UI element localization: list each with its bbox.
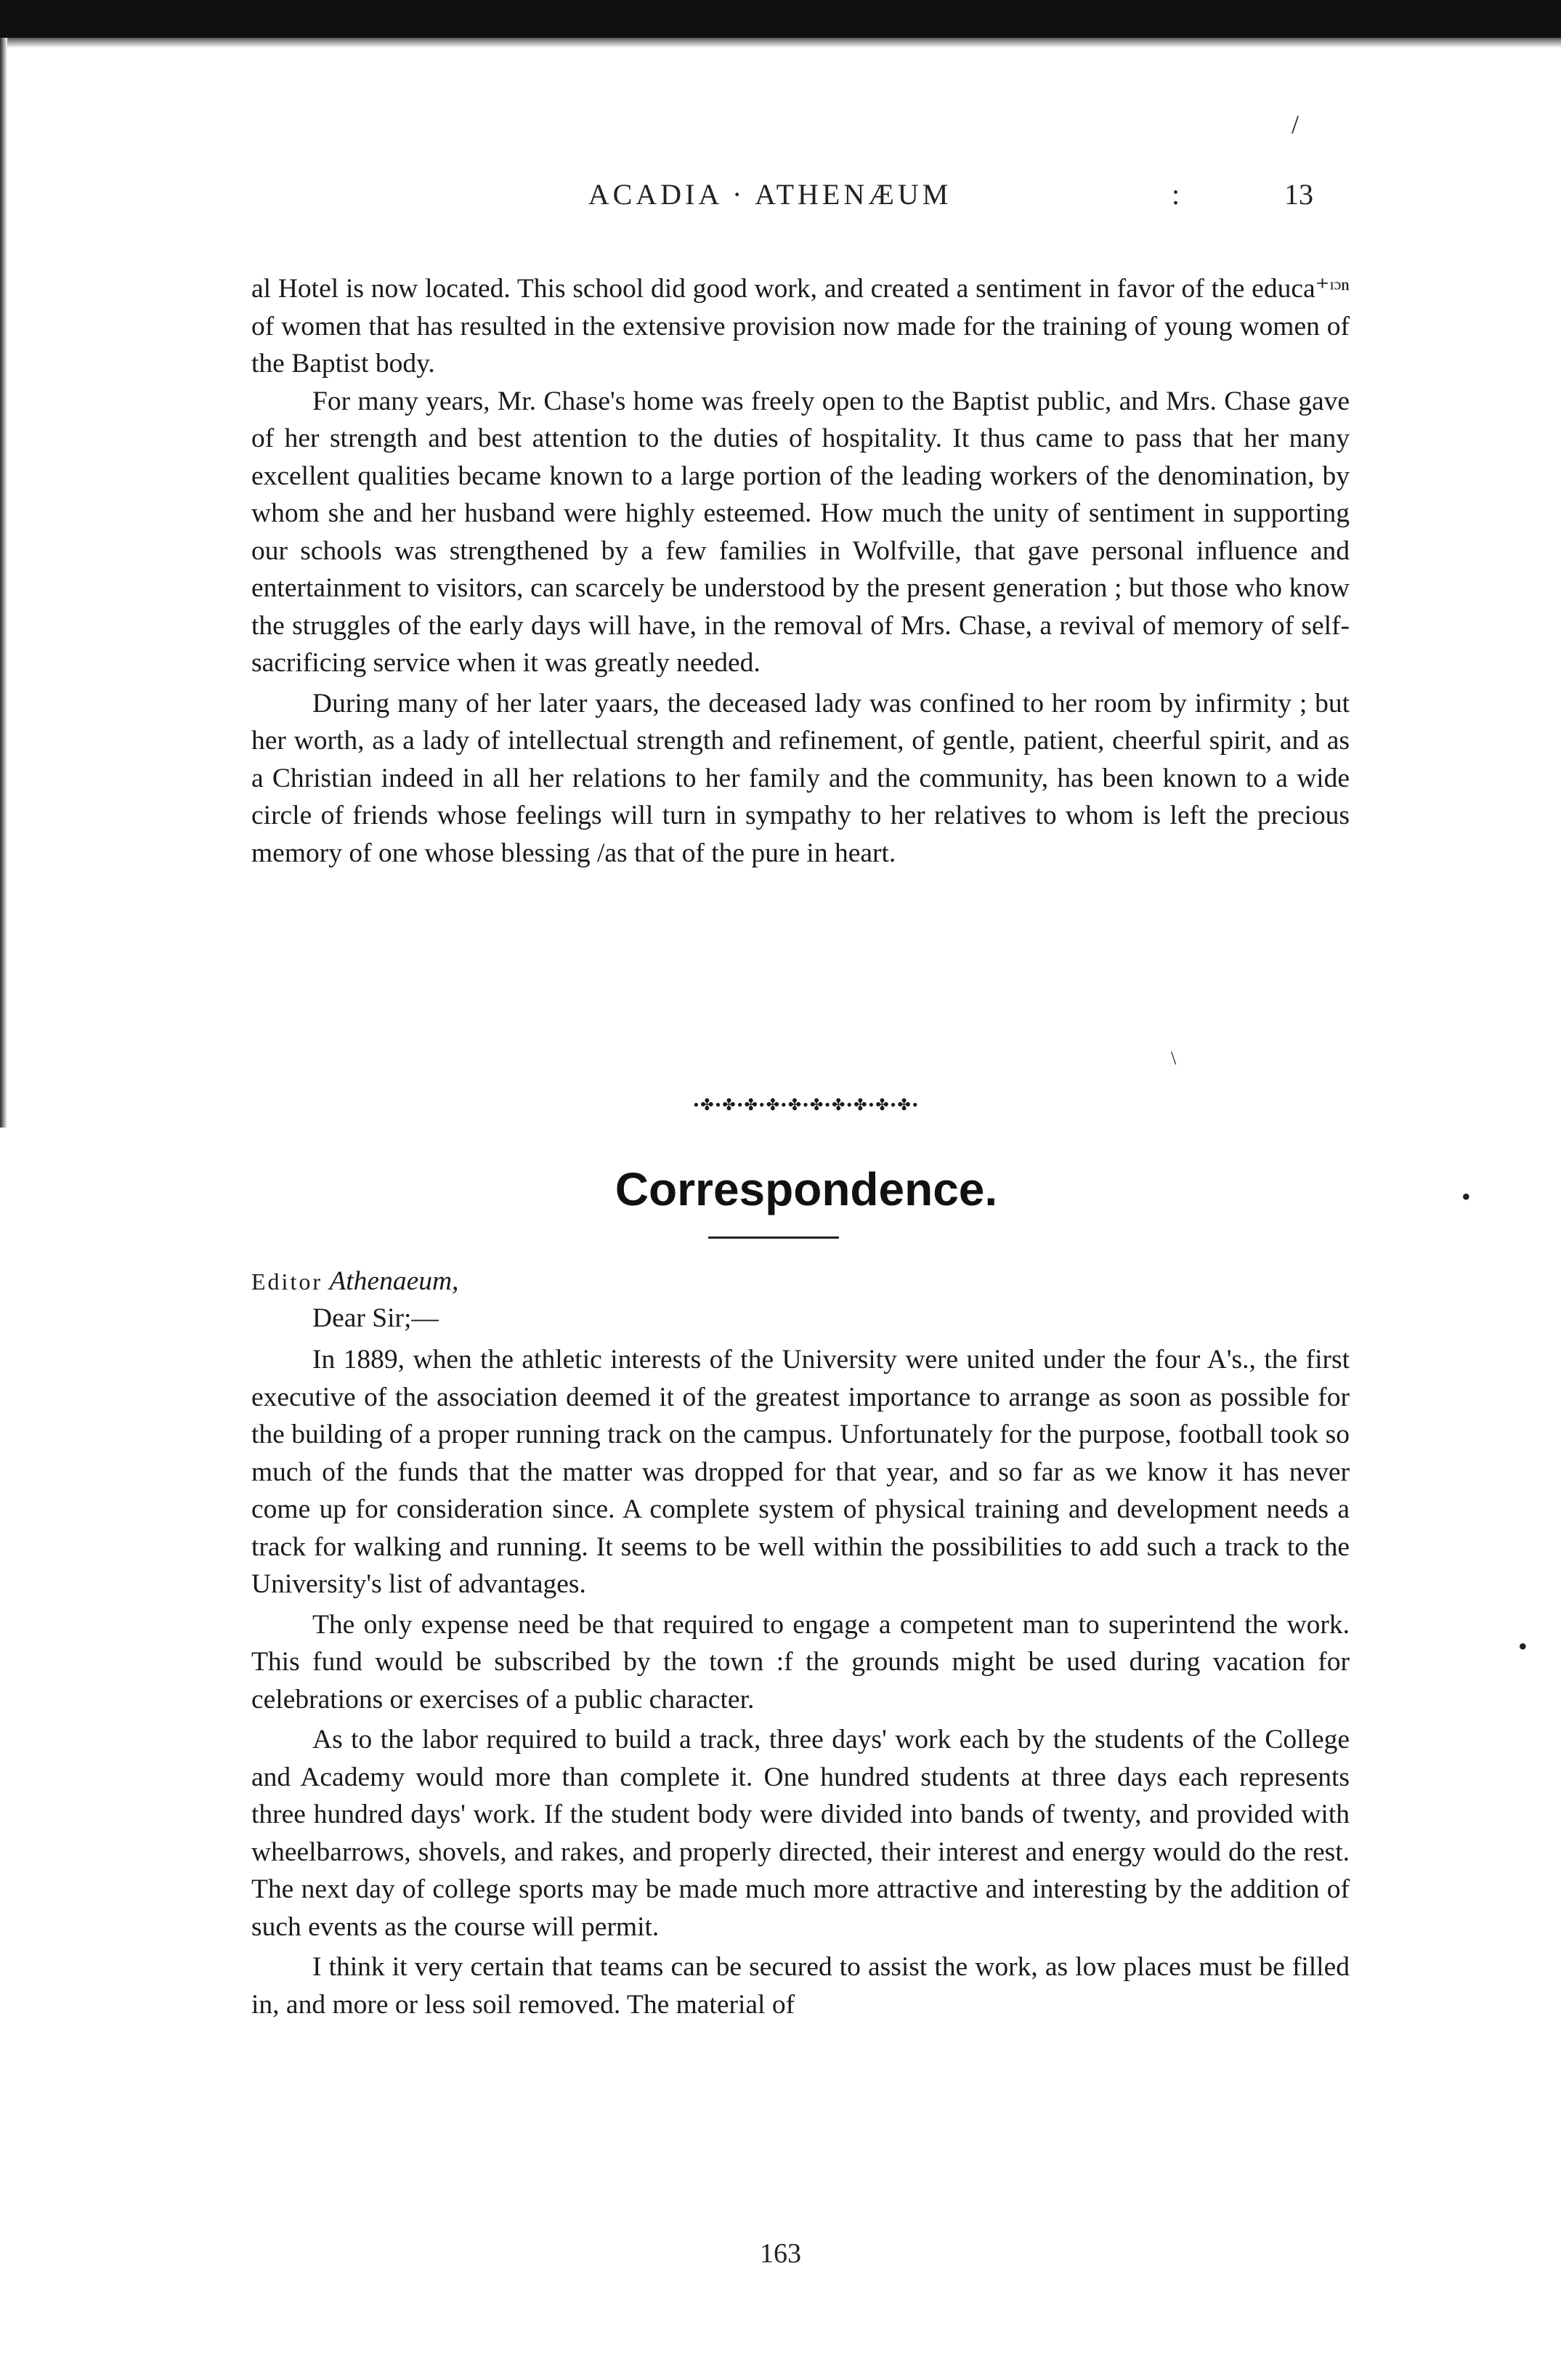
obituary-paragraph: al Hotel is now located. This school did good work, and created a sentiment in favor of the educa⁺ᶦᵓⁿ of women that has resulted in the extensive provision now made for the training of young women of the Baptist body. xyxy=(251,274,1350,379)
obituary-paragraph: During many of her later yaars, the deceased lady was confined to her room by infirmity ; but her worth, as a lady of intellectual strength and refinement, of gentle, patient, cheerful spirit, and as a Christian indeed in all her relations to her family and the community, has been known to a wide circle of friends whose feelings will turn in sympathy to her relatives to whom is left the precious memory of one whose blessing /as that of the pure in heart. xyxy=(251,688,1350,868)
salutation-paper-name: Athenaeum, xyxy=(329,1266,459,1296)
stray-mark-comma: \ xyxy=(1171,1048,1177,1069)
journal-title: ACADIA · ATHENÆUM xyxy=(588,178,952,211)
correspondence-letter xyxy=(251,1341,1350,2023)
letter-paragraph: I think it very certain that teams can be secured to assist the work, as low places must be filled in, and more or less soil removed. The material of xyxy=(251,1952,1350,2020)
letter-salutation xyxy=(251,1266,458,1297)
stray-colon-mark: : xyxy=(1172,178,1180,211)
stray-bullet: • xyxy=(1461,1182,1471,1211)
scan-top-border xyxy=(0,0,1561,38)
letter-greeting: Dear Sir;— xyxy=(312,1303,439,1333)
section-heading: Correspondence. xyxy=(615,1163,998,1215)
salutation-editor: Editor xyxy=(251,1268,323,1295)
obituary-paragraph: For many years, Mr. Chase's home was freely open to the Baptist public, and Mrs. Chase gave of her strength and best attention to the duties of hospitality. It thus came to pass that her many excellent qualities became known to a large portion of the leading workers of the denomination, by whom she and her husband were highly esteemed. How much the unity of sentiment in supporting our schools was strengthened by a few families in Wolfville, that gave personal influence and entertainment to visitors, can scarcely be understood by the present generation ; but those who know the struggles of the early days will have, in the removal of Mrs. Chase, a revival of memory of self-sacrificing service when it was greatly needed. xyxy=(251,386,1350,678)
letter-paragraph: As to the labor required to build a track, three days' work each by the students of the College and Academy would more than complete it. One hundred students at three days each represents three hundred days' work. If the student body were divided into bands of twenty, and provided with wheelbarrows, shovels, and rakes, and properly directed, their interest and energy would do the rest. The next day of college sports may be made much more attractive and interesting by the addition of such events as the course will permit. xyxy=(251,1725,1350,1942)
header-page-number: 13 xyxy=(1284,178,1313,211)
running-header xyxy=(0,177,1561,221)
section-divider-ornament: •✤•✤•✤•✤•✤•✤•✤•✤•✤•✤• xyxy=(693,1096,920,1114)
letter-paragraph: In 1889, when the athletic interests of the University were united under the four A's., the first executive of the association deemed it of the greatest importance to arrange as soon as possible for the building of a proper running track on the campus. Unfortunately for the purpose, football took so much of the funds that the matter was dropped for that year, and so far as we know it has never come up for consideration since. A complete system of physical training and development needs a track for walking and running. It seems to be well within the possibilities to add such a track to the University's list of advantages. xyxy=(251,1345,1350,1599)
page-folio: 163 xyxy=(760,2238,801,2269)
letter-paragraph: The only expense need be that required to engage a competent man to superintend the work. This fund would be subscribed by the town :f the grounds might be used during vacation for celebrations or exercises of a public character. xyxy=(251,1609,1350,1715)
stray-mark-slash: / xyxy=(1292,110,1300,139)
heading-rule xyxy=(708,1236,839,1239)
stray-bullet: • xyxy=(1518,1632,1528,1661)
obituary-continuation xyxy=(251,270,1350,872)
